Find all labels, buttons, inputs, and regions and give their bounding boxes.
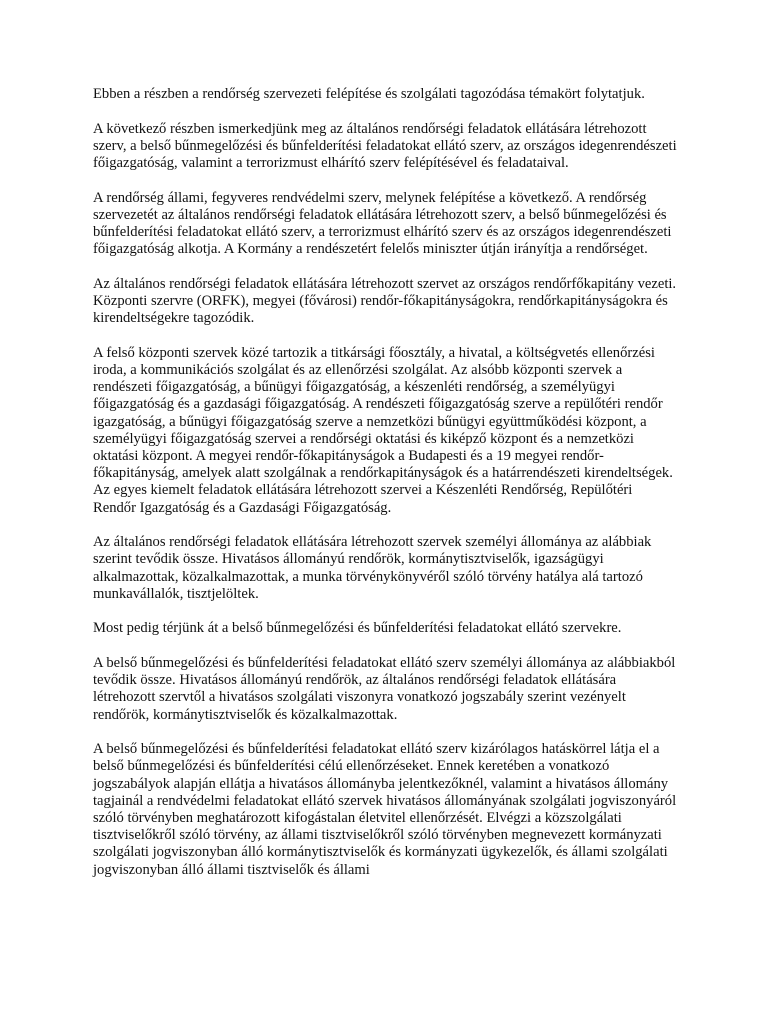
paragraph-6: Az általános rendőrségi feladatok ellátására létrehozott szervek személyi állománya az alábbiak szerint tevődik össze. Hivatásos állományú rendőrök, kormánytisztviselők, igazságügyi alkalmazottak, közalkalmazottak, a munka törvénykönyvéről szóló törvény hatálya alá tartozó munkavállalók, tisztjelöltek. [93, 534, 652, 602]
document-body [93, 86, 678, 896]
paragraph-4: Az általános rendőrségi feladatok ellátására létrehozott szervet az országos rendőrfőkapitány vezeti. Központi szervre (ORFK), megyei (fővárosi) rendőr-főkapitányságokra, rendőrkapitányságokra és kirendeltségekre tagozódik. [93, 275, 677, 327]
paragraph-1: Ebben a részben a rendőrség szervezeti felépítése és szolgálati tagozódása témakört folytatjuk. [93, 86, 645, 102]
paragraph-5: A felső központi szervek közé tartozik a titkársági főosztály, a hivatal, a költségvetés ellenőrzési iroda, a kommunikációs szolgálat és az ellenőrzési szolgálat. Az alsóbb központi szervek a rendészeti főigazgatóság, a bűnügyi főigazgatóság, a készenléti rendőrség, a személyügyi főigazgatóság és a gazdasági főigazgatóság. A rendészeti főigazgatóság szerve a repülőtéri rendőr igazgatóság, a bűnügyi főigazgatóság szerve a nemzetközi bűnügyi együttműködési központ, a személyügyi főigazgatóság szervei a rendőrségi oktatási és kiképző központ és a nemzetközi oktatási központ. A megyei rendőr-főkapitányságok a Budapesti és a 19 megyei rendőr-főkapitányság, amelyek alatt szolgálnak a rendőrkapitányságok és a határrendészeti kirendeltségek. Az egyes kiemelt feladatok ellátására létrehozott szervei a Készenléti Rendőrség, Repülőtéri Rendőr Igazgatóság és a Gazdasági Főigazgatóság. [93, 344, 673, 516]
paragraph-9: A belső bűnmegelőzési és bűnfelderítési feladatokat ellátó szerv kizárólagos hatáskörrel látja el a belső bűnmegelőzési és bűnfelderítési célú ellenőrzéseket. Ennek keretében a vonatkozó jogszabályok alapján ellátja a hivatásos állományba jelentkezőknél, valamint a hivatásos állomány tagjainál a rendvédelmi feladatokat ellátó szervek hivatásos állományának szolgálati jogviszonyáról szóló törvényben meghatározott kifogástalan életvitel ellenőrzését. Elvégzi a közszolgálati tisztviselőkről szóló törvény, az állami tisztviselőkről szóló törvényben megnevezett kormányzati szolgálati jogviszonyban álló kormánytisztviselők és kormányzati ügykezelők, és állami szolgálati jogviszonyban álló állami tisztviselők és állami [93, 741, 677, 878]
paragraph-8: A belső bűnmegelőzési és bűnfelderítési feladatokat ellátó szerv személyi állománya az alábbiakból tevődik össze. Hivatásos állományú rendőrök, az általános rendőrségi feladatok ellátására létrehozott szervtől a hivatásos szolgálati viszonyra vonatkozó jogszabály szerint vezényelt rendőrök, kormánytisztviselők és közalkalmazottak. [93, 655, 676, 723]
paragraph-2: A következő részben ismerkedjünk meg az általános rendőrségi feladatok ellátására létrehozott szerv, a belső bűnmegelőzési és bűnfelderítési feladatokat ellátó szerv, az országos idegenrendészeti főigazgatóság, valamint a terrorizmust elhárító szerv felépítésével és feladataival. [93, 120, 677, 171]
paragraph-7: Most pedig térjünk át a belső bűnmegelőzési és bűnfelderítési feladatokat ellátó szervekre. [93, 620, 622, 637]
paragraph-3: A rendőrség állami, fegyveres rendvédelmi szerv, melynek felépítése a következő. A rendőrség szervezetét az általános rendőrségi feladatok ellátására létrehozott szerv, a belső bűnmegelőzési és bűnfelderítési feladatokat ellátó szerv, a terrorizmust elhárító szerv és az országos idegenrendészeti főigazgatóság alkotja. A Kormány a rendészetért felelős miniszter útján irányítja a rendőrséget. [93, 189, 672, 258]
